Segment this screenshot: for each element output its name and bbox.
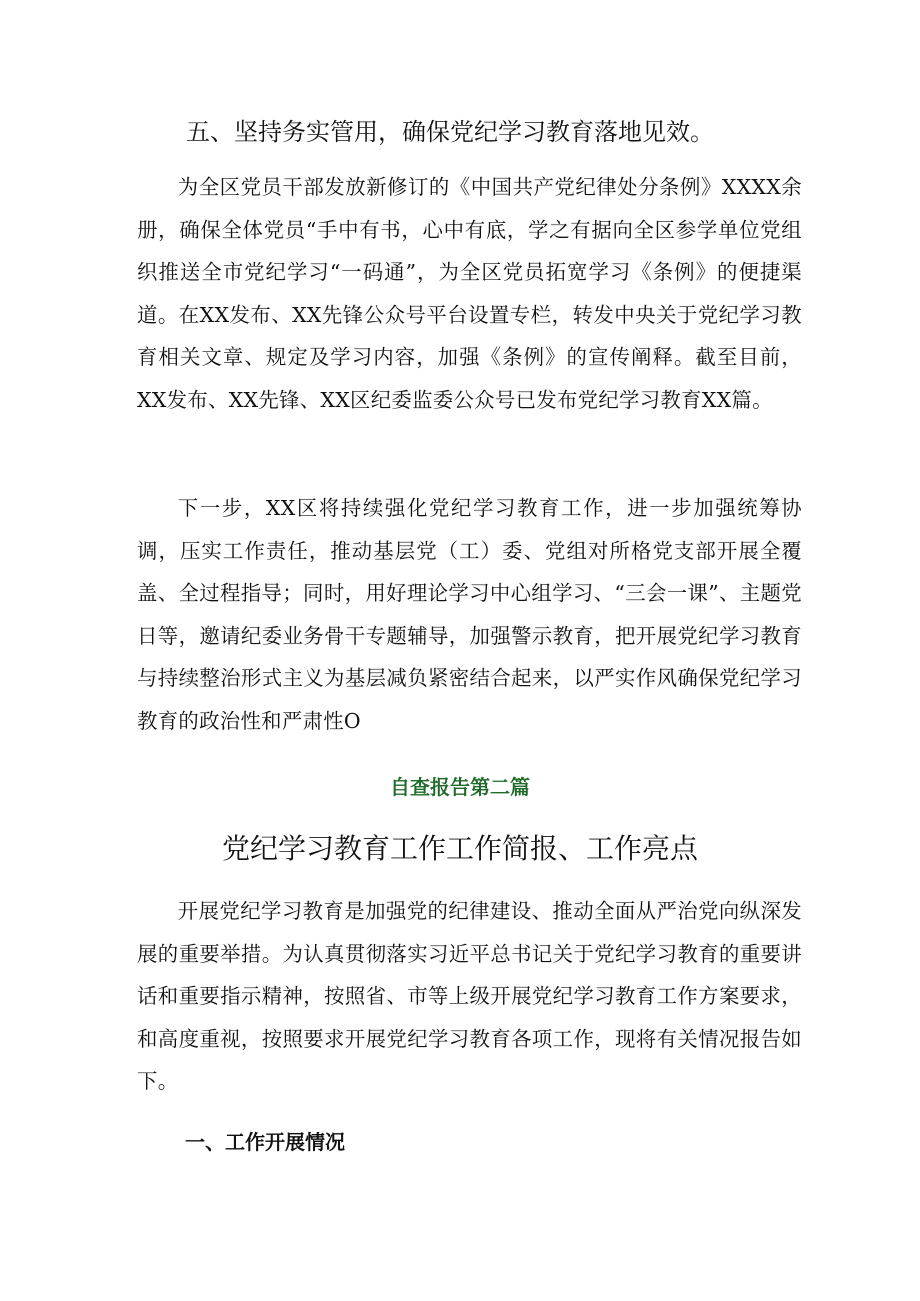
- sub-heading: 一、工作开展情况: [185, 1130, 345, 1154]
- document-title: 党纪学习教育工作工作简报、工作亮点: [221, 832, 698, 865]
- report-section-title: 自查报告第二篇: [390, 775, 530, 799]
- paragraph-next-steps: 下一步，XX区将持续强化党纪学习教育工作，进一步加强统筹协调，压实工作责任，推动基层党（工）委、党组对所格党支部开展全覆盖、全过程指导；同时，用好理论学习中心组学习、“三会一课”、主题党日等，邀请纪委业务骨干专题辅导，加强警示教育，把开展党纪学习教育与持续整治形式主义为基层减负紧密结合起来，以严实作风确保党纪学习教育的政治性和严肃性O: [137, 496, 802, 733]
- paragraph-intro: 开展党纪学习教育是加强党的纪律建设、推动全面从严治党向纵深发展的重要举措。为认真贯彻落实习近平总书记关于党纪学习教育的重要讲话和重要指示精神，按照省、市等上级开展党纪学习教育工作方案要求，和高度重视，按照要求开展党纪学习教育各项工作，现将有关情况报告如下。: [137, 899, 802, 1094]
- paragraph-distribution: 为全区党员干部发放新修订的《中国共产党纪律处分条例》XXXX余册，确保全体党员“手中有书，心中有底，学之有据向全区参学单位党组织推送全市党纪学习“一码通”，为全区党员拓宽学习《条例》的便捷渠道。在XX发布、XX先锋公众号平台设置专栏，转发中央关于党纪学习教育相关文章、规定及学习内容，加强《条例》的宣传阐释。截至目前，XX发布、XX先锋、XX区纪委监委公众号已发布党纪学习教育XX篇。: [137, 175, 802, 412]
- section-heading: 五、坚持务实管用，确保党纪学习教育落地见效。: [186, 118, 714, 146]
